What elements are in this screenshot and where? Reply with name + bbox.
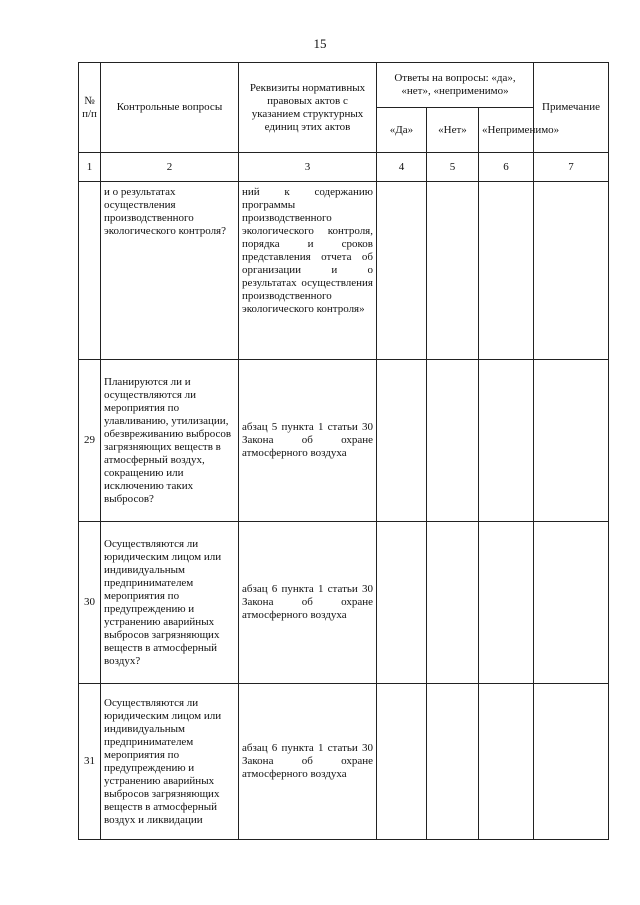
column-number: 2 — [101, 153, 239, 182]
answer-na-cell[interactable] — [479, 360, 534, 522]
answer-yes-cell[interactable] — [377, 684, 427, 840]
note-cell[interactable] — [534, 522, 609, 684]
note-cell[interactable] — [534, 360, 609, 522]
answer-no-cell[interactable] — [427, 182, 479, 360]
table-row — [79, 522, 609, 684]
column-number: 6 — [479, 153, 534, 182]
table-row — [79, 360, 609, 522]
note-cell[interactable] — [534, 182, 609, 360]
checklist-table — [78, 62, 609, 840]
column-number: 1 — [79, 153, 101, 182]
row-number — [79, 182, 101, 360]
column-number: 4 — [377, 153, 427, 182]
reference-cell: абзац 6 пункта 1 статьи 30 Закона об охране атмосферного воздуха — [239, 684, 377, 840]
reference-cell: абзац 5 пункта 1 статьи 30 Закона об охране атмосферного воздуха — [239, 360, 377, 522]
header-col-note: Примечание — [534, 63, 609, 153]
answer-yes-cell[interactable] — [377, 522, 427, 684]
page-number: 15 — [313, 36, 327, 51]
row-number: 30 — [79, 522, 101, 684]
header-col-yes: «Да» — [377, 108, 427, 153]
question-cell: и о результатах осуществления производственного экологического контроля? — [101, 182, 239, 360]
table-row — [79, 684, 609, 840]
question-cell: Осуществляются ли юридическим лицом или индивидуальным предпринимателем мероприятия по предупреждению и устранению аварийных выбросов загрязняющих веществ в атмосферный воздух? — [101, 522, 239, 684]
answer-na-cell[interactable] — [479, 182, 534, 360]
note-cell[interactable] — [534, 684, 609, 840]
answer-no-cell[interactable] — [427, 522, 479, 684]
header-row-1 — [79, 63, 609, 108]
answer-na-cell[interactable] — [479, 522, 534, 684]
table-row — [79, 182, 609, 360]
header-col-question: Контрольные вопросы — [101, 63, 239, 153]
reference-cell: абзац 6 пункта 1 статьи 30 Закона об охране атмосферного воздуха — [239, 522, 377, 684]
column-numbers-row — [79, 153, 609, 182]
column-number: 7 — [534, 153, 609, 182]
answer-no-cell[interactable] — [427, 360, 479, 522]
answer-no-cell[interactable] — [427, 684, 479, 840]
header-col-na: «Неприменимо» — [479, 108, 534, 153]
answer-na-cell[interactable] — [479, 684, 534, 840]
column-number: 5 — [427, 153, 479, 182]
header-col-no-answer: «Нет» — [427, 108, 479, 153]
header-col-answers: Ответы на вопросы: «да», «нет», «неприменимо» — [377, 63, 534, 108]
question-cell: Планируются ли и осуществляются ли мероприятия по улавливанию, утилизации, обезвреживанию выбросов загрязняющих веществ в атмосферный воздух, сокращению или исключению таких выбросов? — [101, 360, 239, 522]
reference-cell: ний к содержанию программы производственного экологического контроля, порядка и сроков представления отчета об организации и о результатах осуществления производственного экологического контроля» — [239, 182, 377, 360]
question-cell: Осуществляются ли юридическим лицом или индивидуальным предпринимателем мероприятия по предупреждению и устранению аварийных выбросов загрязняющих веществ в атмосферный воздух и ликвидации — [101, 684, 239, 840]
answer-yes-cell[interactable] — [377, 182, 427, 360]
row-number: 31 — [79, 684, 101, 840]
row-number: 29 — [79, 360, 101, 522]
header-col-refs: Реквизиты нормативных правовых актов с указанием структурных единиц этих актов — [239, 63, 377, 153]
header-col-no: № п/п — [79, 63, 101, 153]
answer-yes-cell[interactable] — [377, 360, 427, 522]
column-number: 3 — [239, 153, 377, 182]
